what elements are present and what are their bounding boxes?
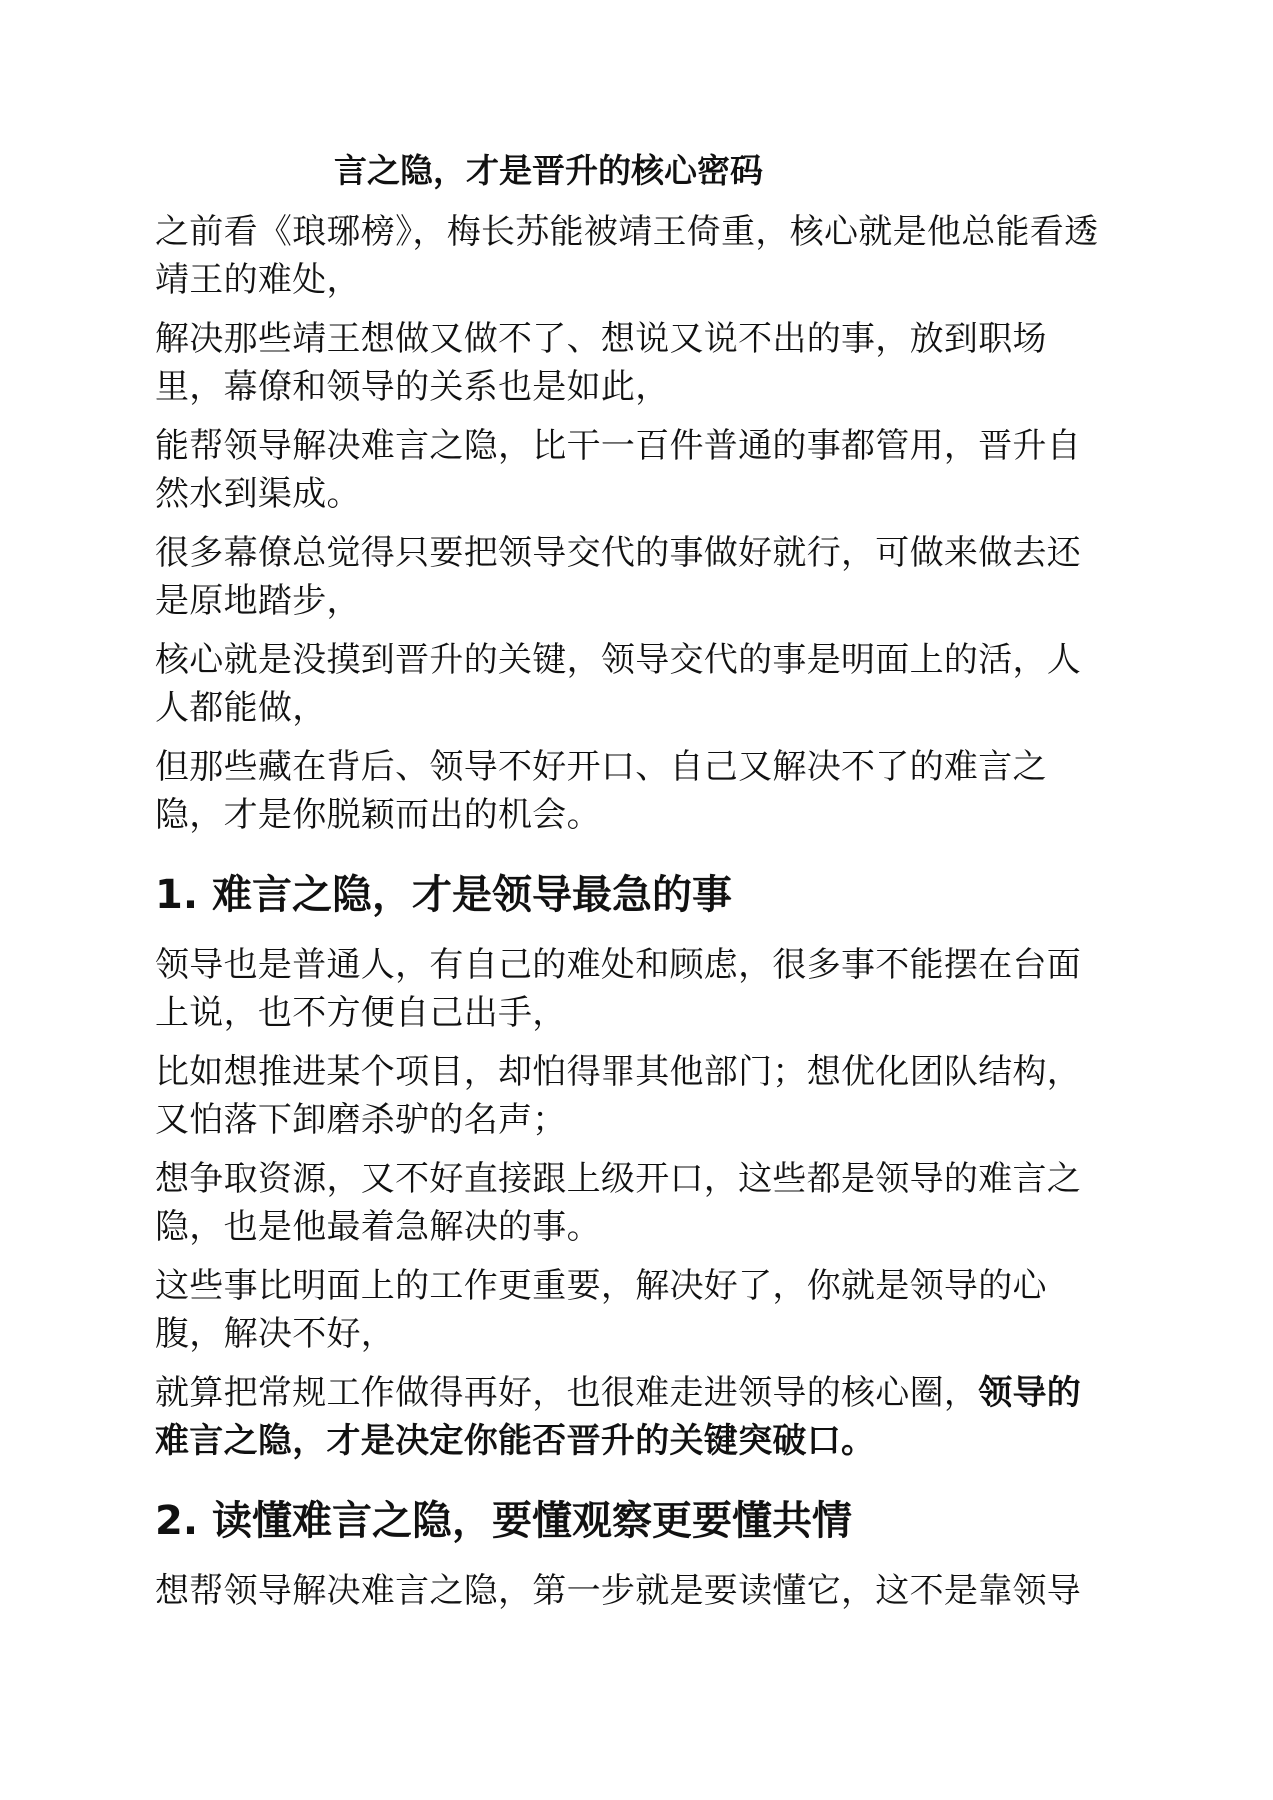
section-1-key-point: 领导的难言之隐，才是决定你能否晋升的关键突破口。 [155, 1373, 1082, 1461]
intro-paragraph: 解决那些靖王想做又做不了、想说又说不出的事，放到职场里，幕僚和领导的关系也是如此， [155, 319, 1047, 407]
section-2-heading: 2. 读懂难言之隐，要懂观察更要懂共情 [155, 1498, 852, 1544]
intro-paragraph: 但那些藏在背后、领导不好开口、自己又解决不了的难言之隐，才是你脱颖而出的机会。 [155, 747, 1047, 835]
section-1-paragraph: 想争取资源，又不好直接跟上级开口，这些都是领导的难言之隐，也是他最着急解决的事。 [155, 1159, 1082, 1247]
intro-paragraph: 能帮领导解决难言之隐，比干一百件普通的事都管用，晋升自然水到渠成。 [155, 426, 1082, 514]
intro-paragraph: 核心就是没摸到晋升的关键，领导交代的事是明面上的活，人人都能做， [155, 640, 1082, 728]
section-2-paragraph: 想帮领导解决难言之隐，第一步就是要读懂它，这不是靠领导 [155, 1571, 1082, 1611]
section-1-paragraph: 这些事比明面上的工作更重要，解决好了，你就是领导的心腹，解决不好， [155, 1266, 1047, 1354]
section-1-paragraph [155, 1369, 1115, 1465]
section-1-heading: 1. 难言之隐，才是领导最急的事 [155, 872, 732, 918]
intro-paragraph: 很多幕僚总觉得只要把领导交代的事做好就行，可做来做去还是原地踏步， [155, 533, 1082, 621]
section-1-paragraph: 比如想推进某个项目，却怕得罪其他部门；想优化团队结构，又怕落下卸磨杀驴的名声； [155, 1052, 1082, 1140]
section-1-paragraph: 领导也是普通人，有自己的难处和顾虑，很多事不能摆在台面上说，也不方便自己出手， [155, 945, 1082, 1033]
intro-paragraph: 之前看《琅琊榜》，梅长苏能被靖王倚重，核心就是他总能看透靖王的难处， [155, 212, 1099, 300]
section-1-paragraph-text: 就算把常规工作做得再好，也很难走进领导的核心圈， [155, 1373, 979, 1413]
document-title: 言之隐，才是晋升的核心密码 [334, 151, 763, 190]
document-body [155, 208, 1115, 1626]
